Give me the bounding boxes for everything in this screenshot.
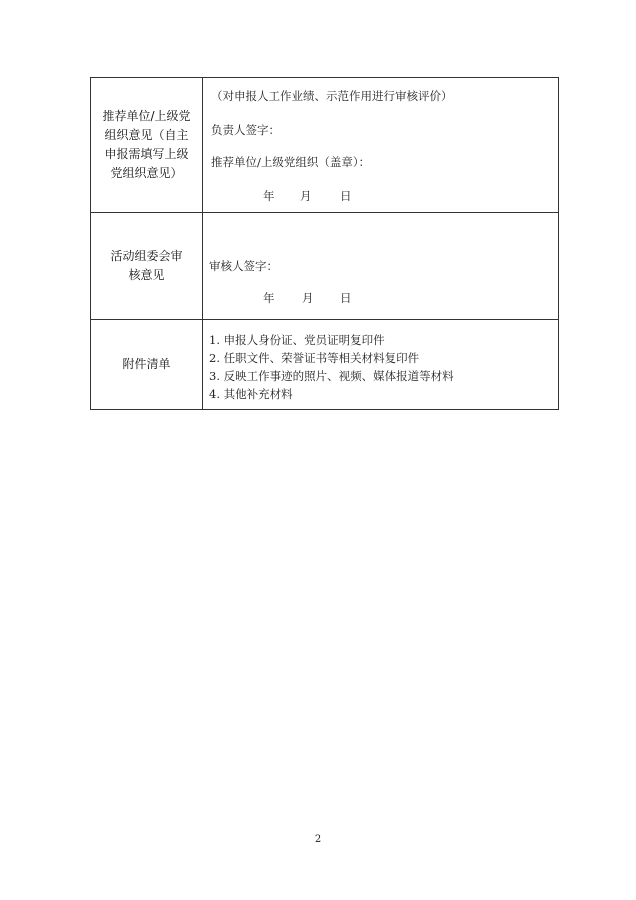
recommend-opinion-label: 推荐单位/上级党组织意见（自主申报需填写上级党组织意见） — [102, 109, 191, 180]
attachment-item: 1. 申报人身份证、党员证明复印件 — [209, 333, 385, 347]
page-number: 2 — [314, 834, 322, 845]
attachment-item: 2. 任职文件、荣誉证书等相关材料复印件 — [209, 351, 420, 365]
unit-seal-label: 推荐单位/上级党组织（盖章）： — [211, 155, 371, 169]
recommend-opinion-row — [91, 78, 559, 213]
committee-review-label-cell — [91, 213, 203, 320]
attachments-row — [91, 320, 559, 410]
recommend-opinion-content-cell — [203, 78, 559, 213]
committee-date-day: 日 — [340, 291, 352, 305]
attachment-item: 4. 其他补充材料 — [209, 387, 293, 401]
leader-signature-label: 负责人签字： — [211, 123, 280, 137]
attachments-content-cell — [203, 320, 559, 410]
recommend-date-day: 日 — [340, 189, 352, 203]
recommend-date-year: 年 — [263, 189, 275, 203]
committee-review-content-cell — [203, 213, 559, 320]
attachment-item: 3. 反映工作事迹的照片、视频、媒体报道等材料 — [209, 369, 454, 383]
attachments-list — [209, 331, 454, 403]
attachments-label: 附件清单 — [122, 357, 171, 371]
attachments-label-cell — [91, 320, 203, 410]
committee-date-year: 年 — [263, 291, 275, 305]
recommend-opinion-label-cell — [91, 78, 203, 213]
committee-review-row — [91, 213, 559, 320]
committee-date-month: 月 — [302, 291, 314, 305]
reviewer-signature-label: 审核人签字： — [209, 259, 278, 273]
recommend-instruction: （对申报人工作业绩、示范作用进行审核评价） — [211, 89, 453, 103]
recommend-date-month: 月 — [300, 189, 312, 203]
committee-review-label: 活动组委会审核意见 — [110, 249, 183, 282]
review-form-table — [90, 77, 559, 410]
